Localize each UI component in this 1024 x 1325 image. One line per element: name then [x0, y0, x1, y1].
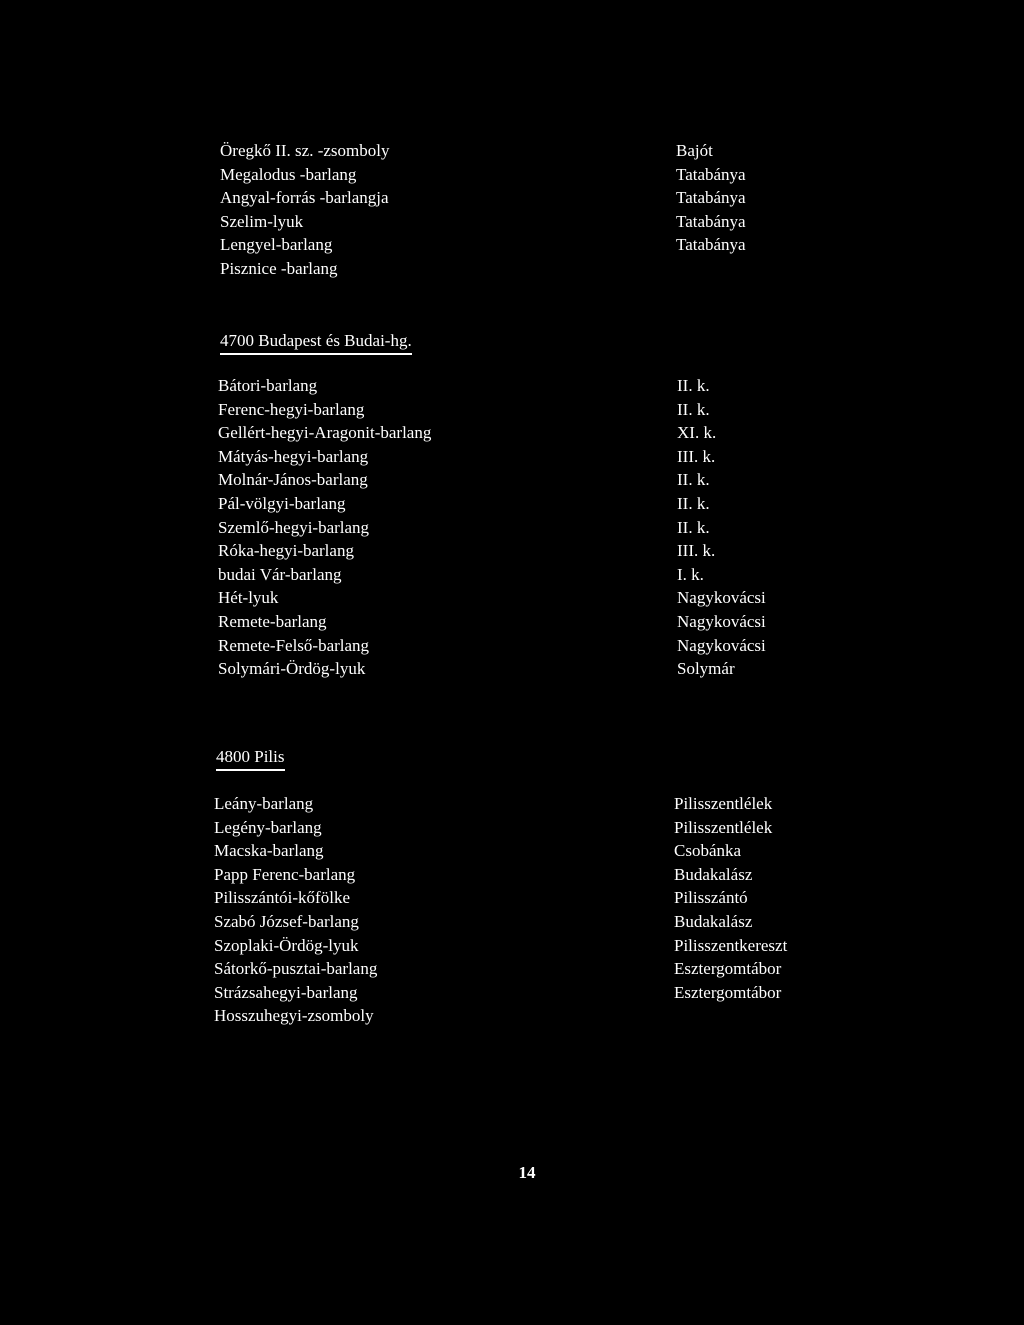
- list-item: [0, 634, 1024, 658]
- cave-name: Strázsahegyi-barlang: [214, 982, 358, 1002]
- cave-list-4700: [0, 374, 1024, 681]
- cave-location: III. k.: [677, 541, 716, 561]
- list-item: [0, 586, 1024, 610]
- cave-name: Megalodus -barlang: [220, 164, 357, 184]
- list-item: [0, 610, 1024, 634]
- cave-location: Budakalász: [674, 911, 753, 931]
- cave-name: Pál-völgyi-barlang: [218, 493, 346, 513]
- cave-name: Macska-barlang: [214, 841, 324, 861]
- cave-name: Szelim-lyuk: [220, 211, 304, 231]
- cave-name: Róka-hegyi-barlang: [218, 541, 354, 561]
- list-item: [0, 516, 1024, 540]
- cave-name: Hosszuhegyi-zsomboly: [214, 1006, 374, 1026]
- cave-name: Bátori-barlang: [218, 376, 318, 395]
- list-item: [0, 792, 1024, 816]
- cave-name: Hét-lyuk: [218, 588, 279, 608]
- cave-location: II. k.: [677, 470, 710, 490]
- cave-name: Lengyel-barlang: [220, 235, 333, 255]
- cave-location: Nagykovácsi: [677, 588, 766, 608]
- cave-name: Angyal-forrás -barlangja: [220, 188, 389, 208]
- list-item: [0, 210, 1024, 234]
- cave-location: Budakalász: [674, 864, 753, 884]
- cave-name: Szabó József-barlang: [214, 911, 359, 931]
- cave-location: Bajót: [676, 141, 713, 160]
- cave-name: Mátyás-hegyi-barlang: [218, 446, 369, 466]
- cave-location: Tatabánya: [676, 211, 746, 231]
- cave-location: Pilisszentkereszt: [674, 935, 788, 955]
- list-item: [0, 816, 1024, 840]
- cave-location: XI. k.: [677, 423, 717, 443]
- cave-name: Szoplaki-Ördög-lyuk: [214, 935, 359, 955]
- list-item: [0, 1004, 1024, 1028]
- cave-location: Nagykovácsi: [677, 635, 766, 655]
- section-heading-4700: 4700 Budapest és Budai-hg.: [220, 330, 412, 355]
- cave-location: II. k.: [677, 517, 710, 537]
- list-item: [0, 257, 1024, 281]
- list-item: [0, 186, 1024, 210]
- list-item: [0, 374, 1024, 398]
- list-item: [0, 657, 1024, 681]
- list-item: [0, 539, 1024, 563]
- cave-location: Csobánka: [674, 841, 742, 861]
- list-item: [0, 233, 1024, 257]
- list-item: [0, 934, 1024, 958]
- cave-name: Öregkő II. sz. -zsomboly: [220, 141, 390, 160]
- cave-location: Pilisszentlélek: [674, 794, 773, 813]
- cave-location: I. k.: [677, 564, 704, 584]
- cave-location: Nagykovácsi: [677, 611, 766, 631]
- cave-name: Remete-barlang: [218, 611, 327, 631]
- cave-location: Tatabánya: [676, 235, 746, 255]
- cave-name: Sátorkő-pusztai-barlang: [214, 959, 378, 979]
- cave-name: Legény-barlang: [214, 817, 322, 837]
- cave-list-4800: [0, 792, 1024, 1028]
- section-heading-4800: 4800 Pilis: [216, 746, 285, 771]
- cave-name: Leány-barlang: [214, 794, 314, 813]
- cave-name: Solymári-Ördög-lyuk: [218, 659, 366, 679]
- cave-location: Pilisszentlélek: [674, 817, 773, 837]
- list-item: [0, 957, 1024, 981]
- cave-location: Tatabánya: [676, 188, 746, 208]
- cave-location: III. k.: [677, 446, 716, 466]
- cave-location: II. k.: [677, 493, 710, 513]
- cave-location: II. k.: [677, 376, 710, 395]
- list-item: [0, 981, 1024, 1005]
- list-item: [0, 468, 1024, 492]
- cave-name: Pilisszántói-kőfölke: [214, 888, 350, 908]
- cave-name: Ferenc-hegyi-barlang: [218, 399, 365, 419]
- cave-name: budai Vár-barlang: [218, 564, 342, 584]
- list-item: [0, 563, 1024, 587]
- cave-name: Szemlő-hegyi-barlang: [218, 517, 370, 537]
- cave-location: Pilisszántó: [674, 888, 748, 908]
- list-item: [0, 910, 1024, 934]
- cave-name: Molnár-János-barlang: [218, 470, 368, 490]
- top-cave-list: [0, 139, 1024, 281]
- cave-location: Solymár: [677, 659, 735, 679]
- cave-name: Gellért-hegyi-Aragonit-barlang: [218, 423, 432, 443]
- list-item: [0, 839, 1024, 863]
- cave-location: Esztergomtábor: [674, 959, 782, 979]
- page-number: 14: [518, 1163, 536, 1182]
- list-item: [0, 492, 1024, 516]
- cave-location: Tatabánya: [676, 164, 746, 184]
- cave-name: Pisznice -barlang: [220, 258, 338, 278]
- list-item: [0, 445, 1024, 469]
- list-item: [0, 421, 1024, 445]
- list-item: [0, 398, 1024, 422]
- cave-name: Remete-Felső-barlang: [218, 635, 370, 655]
- cave-name: Papp Ferenc-barlang: [214, 864, 356, 884]
- list-item: [0, 886, 1024, 910]
- cave-location: II. k.: [677, 399, 710, 419]
- list-item: [0, 139, 1024, 163]
- cave-location: Esztergomtábor: [674, 982, 782, 1002]
- list-item: [0, 863, 1024, 887]
- list-item: [0, 163, 1024, 187]
